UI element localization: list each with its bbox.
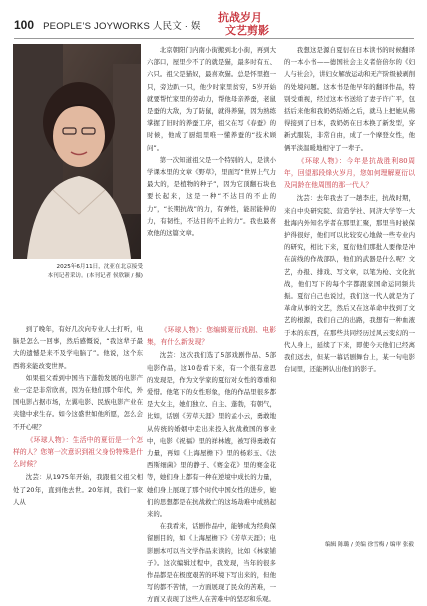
paragraph: 沈芸：去年我去了一趟李庄，抗战时期，来自中央研究院、营造学社、同济大学等一大批海内外知名学者在那里汇聚，那里当时被保护得很好，他们可以比较安心地做一些专业内的研究，相比下来，夏衍他们那批人要像是冲在前线的作战部队，他们的武器是什么呢？文艺，办报、排戏、写文章，以笔为枪、文化抗战，他们写下的每个字都跟家国命运同频共振。夏衍自己也说过，我们这一代人就是为了革命从事的文艺，然后又在这革命中找到了文艺的根源，我们自己的出路，我想有一种血液于本的东西，在那些共同经历过风云变幻的一代人身上，延续了下来，即使今天他们已经离我们远去，但某一幕话剧舞台上，某一句电影台词里，还能辨认出他们的影子。	[284, 194, 415, 374]
column-3	[284, 44, 415, 375]
logo-line1: 抗战岁月	[218, 11, 262, 24]
paragraph: 北京朝阳门内南小街搬到北小街，再到大六部口，屋里少不了的就是猫，最多时有五、六只。祖父是猫奴，最喜欢猫。总是怀里抱一只，旁边趴一只，他少时家里贫穷，5岁开始就要帮忙家里的劳动力，帮他母亲养蚕，老鼠是蚕的大敌，为了防鼠，就得养猫，因为熟练掌握了旧时的养蚕工序，祖父在写《春蚕》的时候，他成了厨组里唯一懂养蚕的“技术顾问”。	[147, 46, 276, 152]
portrait-illustration	[13, 44, 141, 259]
paragraph: 如果祖父看到中国当下蓬勃发展的电影产业一定是非常欣喜，因为在他们那个年代，外国电影占据市场，左翼电影、民族电影产业在夹缝中求生存。如今这盛世如他所愿，怎么会不开心呢？	[13, 373, 143, 431]
page-header	[14, 11, 414, 37]
paragraph: 到了晚年，有好几次向专业人士打听，电脑是怎么一回事，然后感慨说，“我这辈子最大的遗憾是来不及学电脑了”。他说，这个东西将来能改变世界。	[13, 325, 143, 370]
caption-line-1: 2025年6月11日，沈亚在北京接受	[56, 264, 143, 270]
caption-line-2: 本刊记者采访。(本刊记者 侯欣颖 / 摄)	[47, 273, 143, 279]
paragraph: 在我看来，话剧作品中，能够成为经典保留剧目的，如《上海屋檐下》《芳草天涯》；电影剧本可以当文学作品来读的，比如《林家铺子》。这次编辑过程中，我发现，当年的很多作品都是在极度艰苦的环境下写出来的，但他写的都不苦情，一方面展现了民众的苦难，一方面又表现了这些人在苦难中的坚忍和乐观。	[147, 522, 276, 604]
logo-line2: 文艺剪影	[225, 24, 269, 37]
column-1-top	[147, 44, 276, 239]
paragraph: 我想这是源自夏衍在日本读书的时候翻译的一本小书——德国社会主义者倍倍尔的《妇人与社会》，讲妇女解放运动和无产阶级被剥削的处境问题。这本书是他早年的翻译作品，特别受重视，经过这本书送给了妻子许广平，包括后来他和我奶奶结婚之后，就马上把她从佛得接到了日本，我奶奶在日本换了新发型，穿新式服装，非常自由，成了一个摩登女性，他俩平淡温暖地相守了一辈子。	[284, 46, 416, 152]
column-2	[147, 323, 276, 606]
paragraph: 沈芸：这次我们选了5部戏剧作品、5部电影作品，这10卷看下来，有一个很有意思的发现是，作为文学家的夏衍对女性的尊重和爱惜。他笔下的女性形象，他的作品里很多都是大女主，她们独立、自主、蓬勃，有朝气，比如，话剧《芳草天涯》里的孟小云，勇敢地从传统的婚姻中走出来投入抗战救国的事业中，电影《祝福》里的祥林嫂，被写得勇敢有力量，再如《上海屋檐下》里的杨彩玉、《法西斯细菌》里的静子、《赛金花》里的赛金花等，她们身上都有一种在逆境中成长的力量，她们身上展现了那个时代中国女性的进步，她们的思想都是在抗战救亡的这场劫难中成熟起来的。	[147, 351, 276, 519]
photo-caption	[42, 263, 143, 281]
question: 《环球人物》：今年是抗战胜利80周年，回望那段烽火岁月，您如何理解夏衍以及同龄在他周围的那一代人？	[284, 156, 415, 190]
paragraph: 沈芸：从1975年开始，我跟祖父祖父相处了20年，直到他去世。20年间，我们一家人从	[13, 473, 143, 506]
page-number: 100	[14, 18, 35, 32]
header-rule	[14, 38, 414, 39]
magazine-brand: PEOPLE’S JOYWORKS 人民文 · 娱	[43, 21, 201, 32]
paragraph: 第一次知道祖父是一个特别的人，是读小学课本里的文章《野草》，里面写“世界上气力最大的，是植物的种子”，因为它顶翻石块也要长起来，这是一种“不达目的不止的力”，“长期抗战”的力，有弹性，能屈能伸的力，有韧性，不达目的不止的力”。我也最喜欢他的这篇文章。	[147, 155, 276, 238]
question: 《环球人物》：生活中的夏衍是一个怎样的人？您第一次意识到祖父身份特殊是什么时候？	[13, 435, 143, 469]
question: 《环球人物》：您编辑夏衍戏剧、电影集，有什么新发现？	[147, 326, 276, 347]
editor-credit: 编辑 陈璐 / 美编 徐雪梅 / 编审 张毅	[325, 542, 414, 548]
section-logo	[217, 9, 277, 37]
column-1-bottom	[13, 323, 143, 508]
portrait-photo	[13, 44, 141, 259]
